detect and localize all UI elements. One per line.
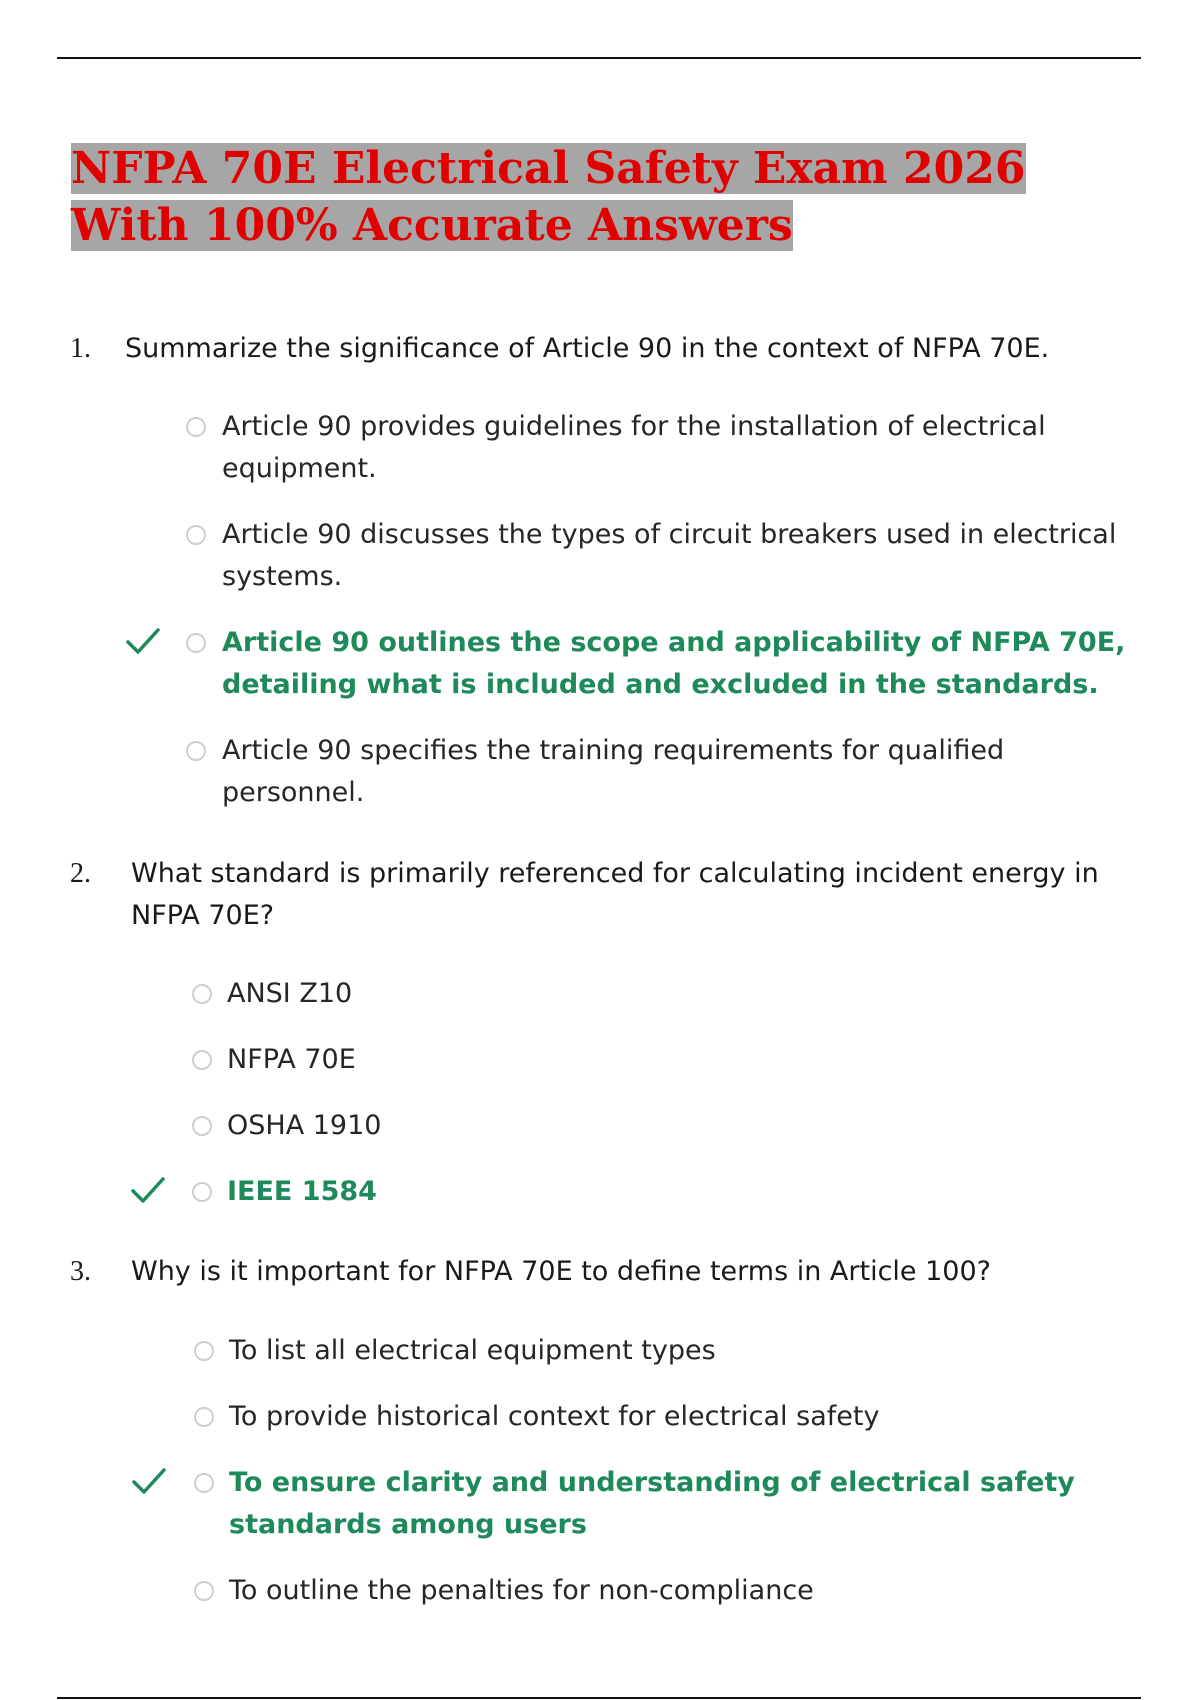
- checkmark-icon: [132, 1466, 166, 1496]
- option-text: ANSI Z10: [227, 978, 353, 1009]
- option-text: OSHA 1910: [227, 1110, 382, 1141]
- question-number: 2.: [70, 858, 91, 889]
- radio-circle-icon[interactable]: [194, 1581, 214, 1601]
- option-2a[interactable]: [0, 973, 1200, 1015]
- option-3d[interactable]: [0, 1570, 1200, 1612]
- option-text: Article 90 provides guidelines for the installation of electrical equipment.: [222, 411, 1046, 484]
- question-3: [0, 1251, 1200, 1612]
- title-highlight: NFPA 70E Electrical Safety Exam 2026 With 100% Accurate Answers: [71, 143, 1026, 251]
- option-2d-correct[interactable]: [0, 1171, 1200, 1213]
- option-1b[interactable]: [0, 514, 1200, 598]
- radio-circle-icon[interactable]: [186, 741, 206, 761]
- option-text: IEEE 1584: [227, 1176, 377, 1207]
- question-text: What standard is primarily referenced for calculating incident energy in NFPA 70E?: [131, 858, 1099, 931]
- option-list: [0, 406, 1200, 814]
- question-header: [0, 1251, 1200, 1293]
- option-3c-correct[interactable]: [0, 1462, 1200, 1546]
- checkmark-icon: [126, 626, 160, 656]
- option-text: To list all electrical equipment types: [229, 1335, 716, 1366]
- option-text: Article 90 outlines the scope and applicability of NFPA 70E, detailing what is included and excluded in the standards.: [222, 627, 1126, 700]
- document-title: [71, 140, 1031, 254]
- radio-circle-icon[interactable]: [194, 1341, 214, 1361]
- option-2c[interactable]: [0, 1105, 1200, 1147]
- radio-circle-icon[interactable]: [192, 1182, 212, 1202]
- question-1: [0, 328, 1200, 814]
- radio-circle-icon[interactable]: [186, 417, 206, 437]
- top-rule: [57, 57, 1141, 59]
- radio-circle-icon[interactable]: [194, 1473, 214, 1493]
- option-3b[interactable]: [0, 1396, 1200, 1438]
- option-list: [0, 1330, 1200, 1612]
- option-1c-correct[interactable]: [0, 622, 1200, 706]
- checkmark-icon: [131, 1175, 165, 1205]
- option-text: Article 90 discusses the types of circuit breakers used in electrical systems.: [222, 519, 1117, 592]
- option-2b[interactable]: [0, 1039, 1200, 1081]
- question-header: [0, 328, 1200, 370]
- option-text: To provide historical context for electrical safety: [229, 1401, 880, 1432]
- option-text: Article 90 specifies the training requirements for qualified personnel.: [222, 735, 1005, 808]
- radio-circle-icon[interactable]: [192, 984, 212, 1004]
- option-text: To ensure clarity and understanding of electrical safety standards among users: [229, 1467, 1075, 1540]
- bottom-rule: [57, 1697, 1141, 1699]
- option-text: NFPA 70E: [227, 1044, 356, 1075]
- option-text: To outline the penalties for non-compliance: [229, 1575, 814, 1606]
- question-header: [0, 853, 1200, 937]
- radio-circle-icon[interactable]: [192, 1116, 212, 1136]
- question-text: Summarize the significance of Article 90 in the context of NFPA 70E.: [125, 333, 1050, 364]
- radio-circle-icon[interactable]: [186, 633, 206, 653]
- radio-circle-icon[interactable]: [186, 525, 206, 545]
- question-2: [0, 853, 1200, 1213]
- option-1d[interactable]: [0, 730, 1200, 814]
- option-1a[interactable]: [0, 406, 1200, 490]
- option-list: [0, 973, 1200, 1213]
- option-3a[interactable]: [0, 1330, 1200, 1372]
- radio-circle-icon[interactable]: [194, 1407, 214, 1427]
- question-text: Why is it important for NFPA 70E to define terms in Article 100?: [131, 1256, 991, 1287]
- question-number: 1.: [70, 333, 91, 364]
- question-number: 3.: [70, 1256, 91, 1287]
- radio-circle-icon[interactable]: [192, 1050, 212, 1070]
